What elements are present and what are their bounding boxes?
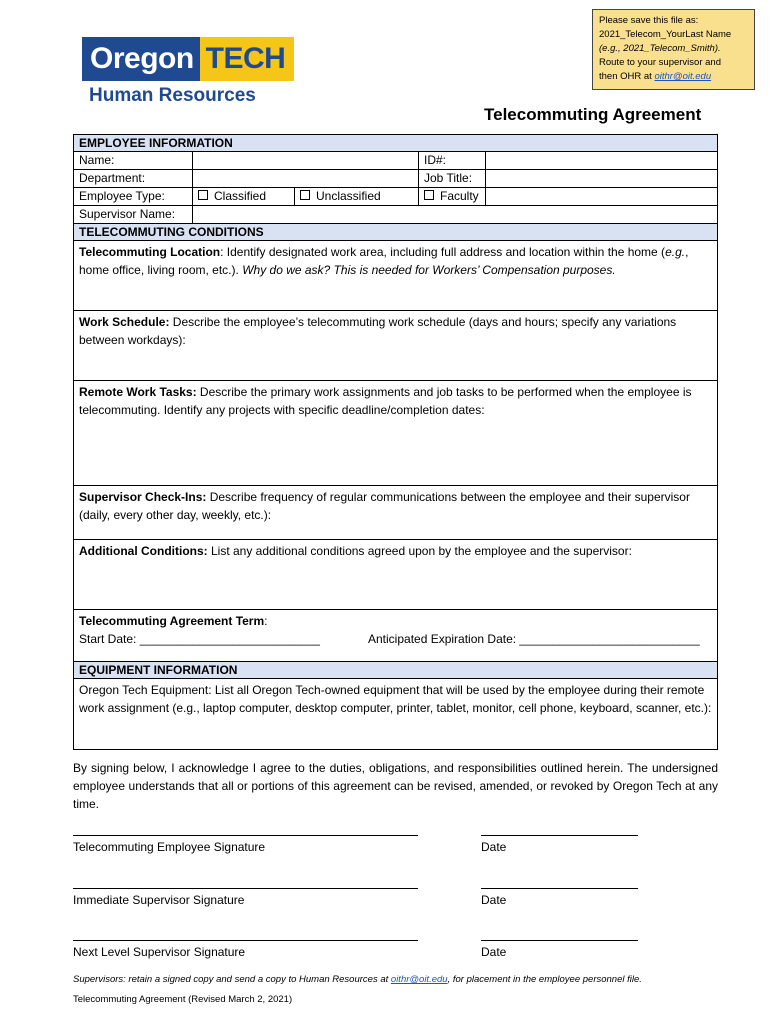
note-line-prefix: then OHR at [599,71,655,82]
logo-tech-text: TECH [200,37,294,81]
hr-email-link[interactable]: oithr@oit.edu [390,974,448,985]
schedule-label: Work Schedule: [79,315,170,329]
term-colon: : [264,614,268,628]
supervisor-date-block[interactable] [481,887,638,907]
additional-text: List any additional conditions agreed upon by the employee and the supervisor: [207,544,632,558]
note-line: Route to your supervisor and [599,57,721,68]
employee-date-block[interactable] [481,834,638,854]
name-row [74,152,717,170]
date-label: Date [481,945,507,959]
note-line: 2021_Telecom_YourLast Name [599,29,732,40]
supervisor-signature-block[interactable] [73,887,418,907]
checkins-label: Supervisor Check-Ins: [79,490,207,504]
note-line: Please save this file as: [599,15,699,26]
name-label: Name: [74,152,193,169]
conditions-heading: TELECOMMUTING CONDITIONS [74,224,717,241]
supervisor-signature-label: Immediate Supervisor Signature [73,893,245,907]
date-label: Date [481,893,507,907]
faculty-label: Faculty [440,189,479,203]
unclassified-label: Unclassified [316,189,381,203]
faculty-checkbox[interactable] [424,190,434,200]
note-line [599,70,748,84]
location-label: Telecommuting Location [79,245,221,259]
additional-label: Additional Conditions: [79,544,208,558]
signature-line [73,939,418,941]
id-field[interactable] [486,152,717,169]
employee-signature-label: Telecommuting Employee Signature [73,840,266,854]
job-title-field[interactable] [486,170,717,187]
classified-checkbox[interactable] [198,190,208,200]
classified-option[interactable] [193,188,295,205]
expiration-date-field[interactable]: Anticipated Expiration Date: ___________________________ [368,632,700,646]
location-section[interactable] [74,241,717,311]
schedule-section[interactable] [74,311,717,381]
faculty-option[interactable] [419,188,486,205]
page-title: Telecommuting Agreement [484,105,702,124]
footer-note-suffix: , for placement in the employee personnel file. [447,974,642,985]
supervisor-instruction-note [73,974,642,985]
job-title-label: Job Title: [419,170,486,187]
department-label: Department: [74,170,193,187]
term-heading [79,612,712,630]
term-label: Telecommuting Agreement Term [79,614,265,628]
logo-hr-text: Human Resources [89,85,256,106]
additional-section[interactable] [74,540,717,610]
date-line [481,939,638,941]
tasks-text: Describe the primary work assignments and job tasks to be performed when the employee is telecommuting. Identify any projects with specific deadline/completion dates: [79,385,692,417]
save-instructions-note [592,9,755,90]
agreement-form-table [73,134,718,750]
employee-type-row [74,188,717,206]
oregon-tech-hr-logo [82,37,294,109]
location-text: : Identify designated work area, including full address and location within the home ( [220,245,666,259]
location-why-text: Why do we ask? This is needed for Workers’ Compensation purposes. [242,263,616,277]
date-line [481,887,638,889]
signature-line [73,834,418,836]
supervisor-field[interactable] [193,206,717,223]
tasks-label: Remote Work Tasks: [79,385,197,399]
equipment-heading: EQUIPMENT INFORMATION [74,662,717,679]
note-line: (e.g., 2021_Telecom_Smith). [599,43,721,54]
revision-footer: Telecommuting Agreement (Revised March 2, 2021) [73,994,293,1005]
term-dates [79,630,712,648]
logo-oregon-text: Oregon [82,37,200,81]
date-label: Date [481,840,507,854]
location-text2: , home office, living room, etc.). [79,245,689,277]
employee-signature-block[interactable] [73,834,418,854]
tasks-section[interactable] [74,381,717,486]
employee-type-label: Employee Type: [74,188,193,205]
ohr-email-link[interactable]: oithr@oit.edu [654,71,712,82]
next-level-date-block[interactable] [481,939,638,959]
signature-line [73,887,418,889]
department-field[interactable] [193,170,419,187]
term-section [74,610,717,662]
equipment-text: Oregon Tech Equipment: List all Oregon Tech-owned equipment that will be used by the employee during their remote work assignment (e.g., laptop computer, desktop computer, printer, tablet, monitor, cell phone, keyboard, scanner, etc.): [79,683,712,715]
classified-label: Classified [214,189,267,203]
supervisor-label: Supervisor Name: [74,206,193,223]
footer-note-prefix: Supervisors: retain a signed copy and send a copy to Human Resources at [73,974,391,985]
unclassified-checkbox[interactable] [300,190,310,200]
checkins-text: Describe frequency of regular communications between the employee and their supervisor (daily, every other day, weekly, etc.): [79,490,690,522]
date-line [481,834,638,836]
name-field[interactable] [193,152,419,169]
location-eg: e.g. [665,245,686,259]
employee-info-heading: EMPLOYEE INFORMATION [74,135,717,152]
checkins-section[interactable] [74,486,717,540]
employee-type-blank [486,188,717,205]
unclassified-option[interactable] [295,188,419,205]
schedule-text: Describe the employee’s telecommuting work schedule (days and hours; specify any variations between workdays): [79,315,677,347]
next-level-signature-label: Next Level Supervisor Signature [73,945,246,959]
equipment-section[interactable] [74,679,717,749]
id-label: ID#: [419,152,486,169]
start-date-field[interactable]: Start Date: ___________________________ [79,632,320,646]
supervisor-row [74,206,717,224]
department-row [74,170,717,188]
next-level-signature-block[interactable] [73,939,418,959]
acknowledgement-paragraph: By signing below, I acknowledge I agree to the duties, obligations, and responsibilities outlined herein. The undersigned employee understands that all or portions of this agreement can be revised, amended, or revoked by Oregon Tech at any time. [73,761,718,811]
